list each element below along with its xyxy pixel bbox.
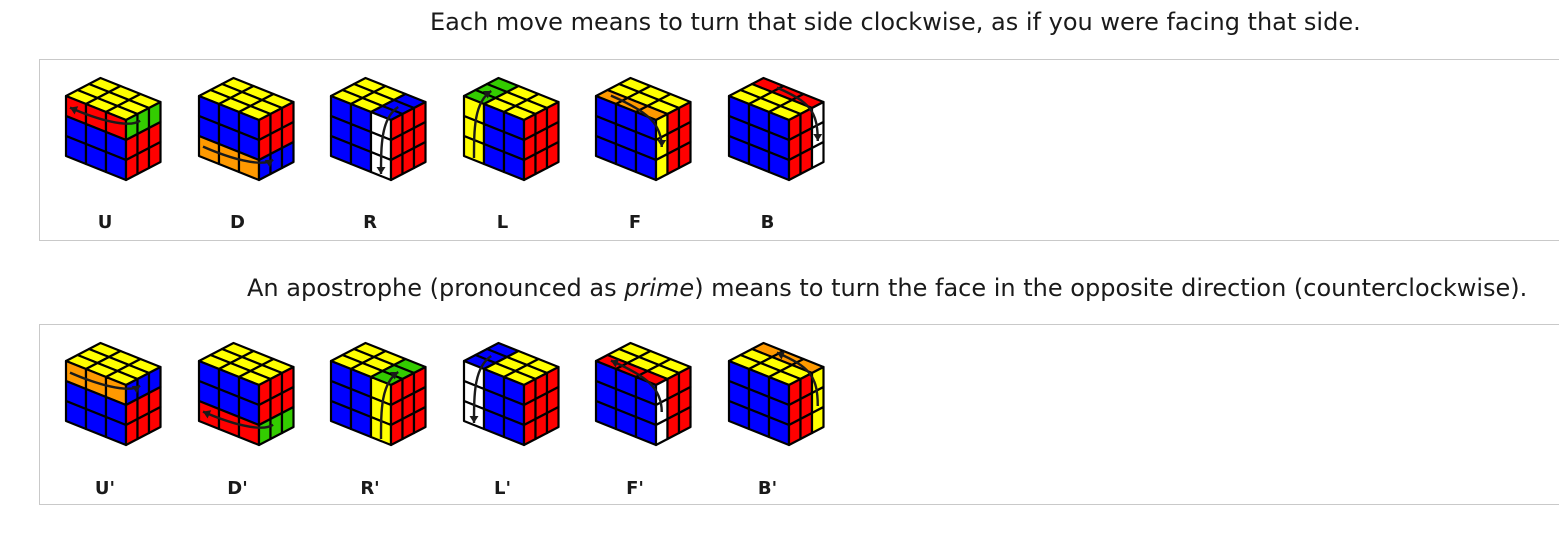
right-sticker (800, 148, 812, 174)
caption-prime (247, 274, 1527, 302)
move-label: R (363, 212, 377, 233)
move-item (315, 72, 425, 233)
caption-prime-before: An apostrophe (pronounced as (247, 274, 625, 302)
right-sticker (656, 419, 668, 445)
right-sticker (668, 148, 680, 174)
move-item (713, 72, 823, 233)
move-item (448, 72, 558, 233)
right-sticker (259, 154, 271, 180)
right-sticker (126, 419, 138, 445)
move-label: U (97, 212, 113, 233)
move-label: F' (626, 478, 644, 499)
move-item (713, 337, 823, 499)
cube-diagram (183, 337, 293, 449)
right-sticker (414, 142, 426, 168)
right-sticker (789, 154, 801, 180)
move-label: B (760, 212, 775, 233)
right-sticker (391, 154, 403, 180)
clockwise-moves-panel (39, 59, 1559, 241)
right-sticker (679, 407, 691, 433)
right-sticker (535, 413, 547, 439)
move-label: L' (494, 478, 511, 499)
right-sticker (547, 407, 559, 433)
right-sticker (403, 148, 415, 174)
right-sticker (414, 407, 426, 433)
move-item (448, 337, 558, 499)
right-sticker (668, 413, 680, 439)
move-item (50, 72, 160, 233)
right-sticker (138, 148, 150, 174)
cube-diagram (580, 72, 690, 184)
move-label: B' (757, 478, 778, 499)
cube-diagram (315, 72, 425, 184)
right-sticker (126, 154, 138, 180)
cube-diagram (448, 337, 558, 449)
right-sticker (547, 142, 559, 168)
cube-diagram (50, 72, 160, 184)
right-sticker (282, 142, 294, 168)
right-sticker (391, 419, 403, 445)
move-item (580, 337, 690, 499)
move-item (580, 72, 690, 233)
right-sticker (259, 419, 271, 445)
move-label: R' (360, 478, 380, 499)
right-sticker (812, 142, 824, 168)
move-label: L (496, 212, 509, 233)
move-item (183, 72, 293, 233)
right-sticker (656, 154, 668, 180)
move-label: D (230, 212, 245, 233)
right-sticker (403, 413, 415, 439)
caption-clockwise: Each move means to turn that side clockwise, as if you were facing that side. (430, 8, 1361, 36)
right-sticker (149, 142, 161, 168)
move-item (183, 337, 293, 499)
right-sticker (789, 419, 801, 445)
right-sticker (149, 407, 161, 433)
cube-diagram (713, 72, 823, 184)
cube-diagram (183, 72, 293, 184)
prime-moves-panel (39, 324, 1559, 505)
right-sticker (282, 407, 294, 433)
right-sticker (535, 148, 547, 174)
right-sticker (524, 419, 536, 445)
move-label: U' (94, 478, 116, 499)
move-item (315, 337, 425, 499)
cube-diagram (448, 72, 558, 184)
move-label: D' (227, 478, 248, 499)
right-sticker (679, 142, 691, 168)
right-sticker (800, 413, 812, 439)
caption-prime-emphasis: prime (624, 274, 695, 302)
right-sticker (524, 154, 536, 180)
right-sticker (812, 407, 824, 433)
right-sticker (138, 413, 150, 439)
cube-diagram (50, 337, 160, 449)
cube-diagram (315, 337, 425, 449)
move-label: F (628, 212, 642, 233)
cube-diagram (580, 337, 690, 449)
move-item (50, 337, 160, 499)
cube-diagram (713, 337, 823, 449)
caption-prime-after: ) means to turn the face in the opposite direction (counterclockwise). (694, 274, 1528, 302)
